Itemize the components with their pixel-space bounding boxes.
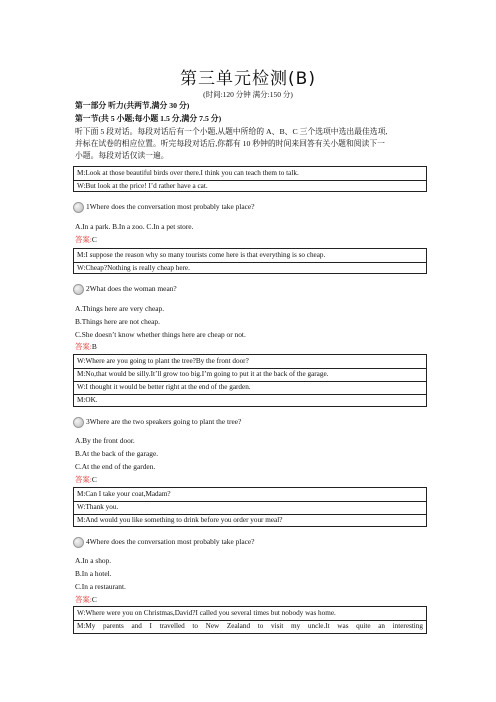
- dialog-line: W:But look at the price! I’d rather have a cat.: [77, 182, 208, 190]
- dialog-box-3: [73, 354, 427, 407]
- audio-icon[interactable]: [73, 537, 84, 548]
- section-heading: 第一节(共 5 小题;每小题 1.5 分,满分 7.5 分): [75, 114, 222, 123]
- part-heading: 第一部分 听力(共两节,满分 30 分): [75, 101, 190, 110]
- instruction-line-3: 小题。每段对话仅读一遍。: [75, 151, 169, 160]
- dialog-box-4: [73, 487, 427, 527]
- dialog-line: W:Where were you on Christmas,David?I called you several times but nobody was home.: [77, 609, 336, 617]
- option-a: A.By the front door.: [75, 436, 135, 445]
- dialog-line: M:And would you like something to drink before you order your meal?: [77, 516, 283, 524]
- answer-1: 答案:C: [75, 235, 97, 244]
- option-b: B.At the back of the garage.: [75, 449, 159, 458]
- dialog-line: M:Can I take your coat,Madam?: [77, 490, 171, 498]
- answer-4: 答案:C: [75, 595, 97, 604]
- audio-icon[interactable]: [73, 417, 84, 428]
- question-1: 1Where does the conversation most probably take place?: [73, 202, 254, 213]
- audio-icon[interactable]: [73, 284, 84, 295]
- option-a: A.Things here are very cheap.: [75, 304, 165, 313]
- dialog-line: W:I thought it would be better right at the end of the garden.: [77, 383, 251, 391]
- page-title: 第三单元检测(B): [180, 69, 316, 89]
- answer-3: 答案:C: [75, 475, 97, 484]
- option-c: C.She doesn’t know whether things here are cheap or not.: [75, 330, 246, 339]
- instruction-line-1: 听下面 5 段对话。每段对话后有一个小题,从题中所给的 A、B、C 三个选项中选出最佳选项,: [75, 127, 388, 136]
- option-c: C.At the end of the garden.: [75, 462, 156, 471]
- question-2: 2What does the woman mean?: [73, 284, 177, 295]
- audio-icon[interactable]: [73, 202, 84, 213]
- option-a: A.In a shop.: [75, 556, 112, 565]
- dialog-line: M:My parents and I travelled to New Zealand to visit my uncle.It was quite an interesting: [77, 622, 423, 630]
- dialog-line: W:Thank you.: [77, 503, 119, 511]
- dialog-line: M:OK.: [77, 396, 98, 404]
- dialog-line: M:No,that would be silly.It’ll grow too big.I’m going to put it at the back of the garage.: [77, 370, 329, 378]
- option-c: C.In a restaurant.: [75, 582, 126, 591]
- dialog-box-5: [73, 606, 427, 634]
- instruction-line-2: 并标在试卷的相应位置。听完每段对话后,你都有 10 秒钟的时间来回答有关小题和阅读下一: [75, 139, 385, 148]
- dialog-line: W:Where are you going to plant the tree?By the front door?: [77, 357, 249, 365]
- answer-2: 答案:B: [75, 342, 97, 351]
- question-3: 3Where are the two speakers going to plant the tree?: [73, 417, 241, 428]
- option-b: B.Things here are not cheap.: [75, 317, 160, 326]
- dialog-line: M:I suppose the reason why so many tourists come here is that everything is so cheap.: [77, 251, 326, 259]
- options-1: A.In a park. B.In a zoo. C.In a pet store.: [75, 222, 194, 231]
- time-and-score: (时间:120 分钟 满分:150 分): [203, 90, 293, 99]
- dialog-line: M:Look at those beautiful birds over there.I think you can teach them to talk.: [77, 169, 299, 177]
- option-b: B.In a hotel.: [75, 569, 112, 578]
- dialog-box-1: [73, 166, 427, 192]
- dialog-box-2: [73, 248, 427, 274]
- question-4: 4Where does the conversation most probably take place?: [73, 537, 254, 548]
- dialog-line: W:Cheap?Nothing is really cheap here.: [77, 264, 190, 272]
